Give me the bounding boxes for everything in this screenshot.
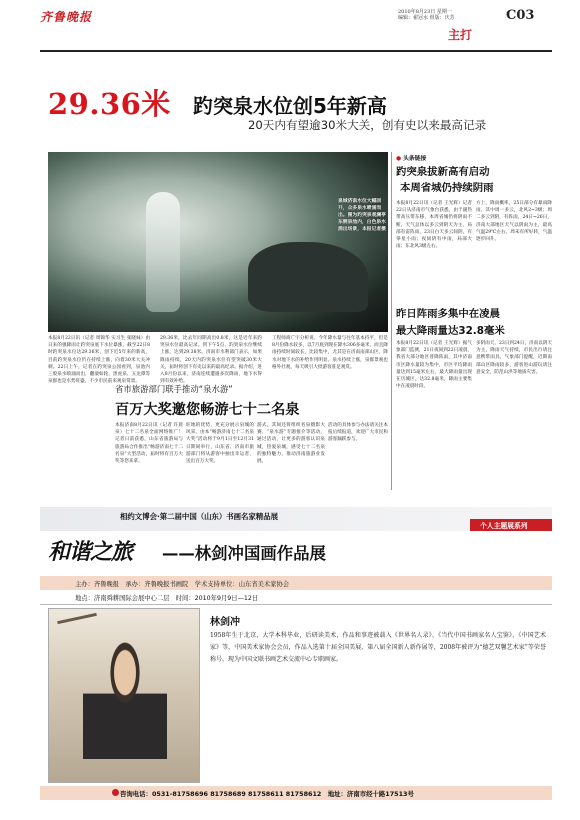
sidebar-body-col2: 方上，降雨概率，25日部分有暴雨降雨，其中周一多云，北风2~3级；周二多云到阴，有阵雨，24日~26日，济南大部地区天气以阴雨为主，最高气温29℃左右。周末有所好转，气温逐步回升。 xyxy=(476,201,552,243)
venue-info: 地点：济南舜耕国际会展中心二层 时间：2010年9月9日—12日 xyxy=(75,595,259,602)
contact-info: 咨询电话：0531-81758696 81758689 81758611 81758612 地址：济南市经十路17513号 xyxy=(120,790,414,798)
lead-body-col3: 工程师商广宇分析说，今年降水量与往年基本持平，但是8月份降水较多，以7月底到现在降水306多毫米，而且降雨持续时间较长，比较集中，尤其是在济南南部山区，降水对地下水的补给作用明显。泉水持续上涨，泉群景观也格外壮观，每天吸引大批游客驻足观赏。 xyxy=(272,336,388,370)
banner-tag: 个人主题展系列 xyxy=(480,522,528,530)
banner-series-title: 相约文博会·第二届中国（山东）书画名家精品展 xyxy=(120,512,279,521)
story2-body-col2: 旺地的优势，更充分展示泉城的风采，由本“畅游济南七十二名泉大奖”活动将于9月1日至12月31日期间举行，山东省、济南市旅游部门将从游客中抽出幸运者，送出百万大奖。 xyxy=(186,423,254,465)
artist-name: 林剑冲 xyxy=(210,617,240,628)
masthead xyxy=(40,8,110,32)
lead-number: 29.36米 xyxy=(48,87,171,121)
calligraphy-title: 和谐之旅 xyxy=(48,539,133,565)
story2-kicker: 省市旅游部门联手推动“泉水游” xyxy=(115,384,233,394)
rock-shape xyxy=(248,242,368,312)
venue-rule xyxy=(40,604,552,605)
artist-portrait-painting xyxy=(48,608,200,783)
portrait-figure xyxy=(83,639,167,759)
host-info: 主办：齐鲁晚报 承办：齐鲁晚报书画院 学术支持单位：山东省美术家协会 xyxy=(75,581,290,588)
sidebar-headline-1: 趵突泉拔新高有启动 xyxy=(396,166,490,178)
sidebar-body-col3: 本报8月22日讯（记者 王光辉）据气象部门监测，21日夜间到22日凌晨，我省大部分地区普降阵雨，其中济南市区降水量较为集中，市区平均降雨量达到15毫米左右，最大降雨量出现在历城区，达32.8毫米，降雨主要集中在凌晨时段。 xyxy=(396,341,472,390)
brush-stroke-shape xyxy=(57,613,97,624)
sidebar-headline-2: 本周省城仍持续阴雨 xyxy=(400,182,494,194)
artist-bio: 1958年生于北京，大学本科毕业，后研读美术，作品和事迹被载入《世界名人录》、《当代中国书画家名人宝鉴》、《中国艺术家》等，中国美术家协会会员，作品入选第十届全国美展、第八届全国新人新作展等，2008年被评为“德艺双馨艺术家”等荣誉称号，现为中国文联书画艺术交流中心专职画家。 xyxy=(210,632,546,664)
page-number: C03 xyxy=(506,8,535,23)
sidebar-body-col1: 本报8月22日讯（记者 王光辉）记者22日从济南市气象台获悉，由于副热带高压带东移，本周省城仍将阴雨不断，天气总体以多云到阴天为主，局部有雷阵雨，23日白天多云间阴，有零星小雨；夜间阴有中雨，局部大雨；东北风3级左右。 xyxy=(396,201,472,250)
sidebar-kicker: ● 头条链接 xyxy=(396,153,426,162)
lead-body-col1: 本报8月22日讯（记者 周锦华 实习生 张晓妹）由日来的强降雨让趵突泉底下水位暴涨，截至22日8时趵突泉水位达29.36米，创下近5年来的新高，目前趵突泉水位仍在持续上涨，向着30米大关冲刺。22日上午，记者在趵突泉公园看到，泉池内三股泉水喷涌而出，翻滚如轮，黑虎泉、五龙潭等泉群也是水势旺盛，不少市民前来观泉赏景。 xyxy=(48,336,150,385)
newspaper-logo: 齐鲁晚报 xyxy=(40,10,93,24)
lead-headline: 趵突泉水位创5年新高 xyxy=(193,94,387,118)
exhibition-title: ——林剑冲国画作品展 xyxy=(162,544,326,563)
story2-body-col4: 活动的具体参与办法请关注本报后续报道，欢迎广大市民和游客踊跃参与。 xyxy=(328,423,388,443)
sidebar-headline-4: 最大降雨量达32.8毫米 xyxy=(396,325,505,337)
header-rule xyxy=(40,50,552,52)
column-divider xyxy=(391,152,392,490)
story2-headline: 百万大奖邀您畅游七十二名泉 xyxy=(115,402,300,418)
sidebar-body-col4: 多阴雨天，23日到24日，济南以阴天为主，降雨天气持续，市民出行请注意携带雨具，气象部门提醒，近期南部山区降雨较多，游客进山游玩请注意安全，防范山洪等地质灾害。 xyxy=(476,341,552,375)
section-title: 主打 xyxy=(448,28,473,42)
phone-icon xyxy=(112,789,119,796)
issue-meta xyxy=(398,9,498,22)
lead-body-col2: 29.36米，比去年同期高出0.8米，这是近年来趵突泉水位最高记录。到下午5点，趵突泉水位继续上涨，达到29.38米。济南市水利部门表示，如果降雨持续，20天内趵突泉水位有望突破30米大关，届时将创下有史以来的最高纪录。据介绍，进入8月份以来，济南连续遭遇多次降雨，地下水得到有效补给。 xyxy=(160,336,262,385)
story2-body-col3: 游式，其间还将组织名泉摄影大赛、“泉水游”专题推介等活动，通过活动，让更多的游客认识泉城，热爱泉城，感受七十二名泉的独特魅力，推动济南旅游业发展。 xyxy=(257,423,325,465)
lead-subheadline: 20天内有望逾30米大关，创有史以来最高记录 xyxy=(248,118,487,132)
photo-caption: 泉城济南水位大幅回升，众多泉水喷涌而出。图为趵突泉观澜亭东侧泉池内，白色泉水涌出场景，本报记者摄 xyxy=(338,198,386,232)
issue-date: 2010年8月23日 星期一 xyxy=(398,9,452,15)
story2-body-col1: 本报济南8月22日讯（记者 许晨泉）七十二名泉全面网络推广！记者日前获悉，山东省旅游局与旅游局合作推出“畅游济南七十二名泉”大型活动，届时将有百万大奖等您来拿。 xyxy=(115,423,183,465)
issue-editor: 编辑：翟冠水 组版：庆芳 xyxy=(398,15,455,22)
lead-photo xyxy=(48,152,388,332)
spring-water-shape xyxy=(146,192,180,312)
sidebar-headline-3: 昨日阵雨多集中在凌晨 xyxy=(396,308,500,320)
